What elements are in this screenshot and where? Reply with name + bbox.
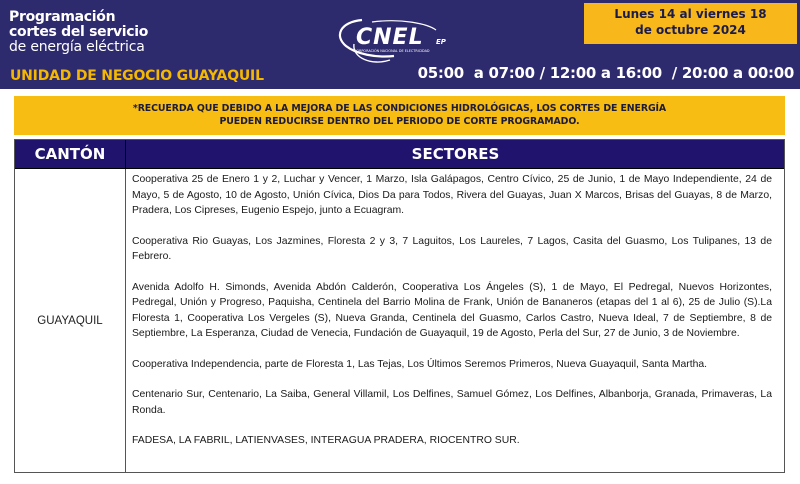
column-header-canton: CANTÓN — [15, 140, 126, 168]
page-title — [9, 10, 148, 55]
notice-line-2: PUEDEN REDUCIRSE DENTRO DEL PERIODO DE CORTE PROGRAMADO. — [219, 116, 580, 127]
sector-group-4: Cooperativa Independencia, parte de Floresta 1, Las Tejas, Los Últimos Seremos Primeros, Nueva Guayaquil, Santa Martha. — [132, 358, 708, 370]
date-line-2: de octubre 2024 — [635, 23, 746, 37]
table-header — [15, 140, 784, 168]
table-row — [15, 168, 784, 472]
title-line-1: Programación — [9, 9, 116, 25]
sector-group-3: Avenida Adolfo H. Simonds, Avenida Abdón Calderón, Cooperativa Los Ángeles (S), 1 de Mayo, El Pedregal, Nuevos Horizontes, Pedregal, Unión y Progreso, Paquisha, Centinela del Barrio Molina de Frank, Unión de Bananeros (etapas del 1 al 6), 25 de Julio (S).La Floresta 1, Cooperativa Los Vergeles (S), Nueva Granda, Centinela del Guasmo, Carlos Castro, Nueva Ideal, 7 de Septiembre, 8 de Septiembre, La Esperanza, Ciudad de Venecia, Fundación de Guayaquil, 19 de Agosto, Perla del Sur, 27 de Junio, 3 de Noviembre. — [132, 281, 772, 339]
sectores-cell — [127, 169, 784, 473]
title-line-2: cortes del servicio — [9, 24, 149, 40]
title-line-3: de energía eléctrica — [9, 39, 145, 55]
cnel-logo-icon — [332, 14, 482, 68]
header-divider — [0, 89, 800, 92]
svg-text:CORPORACIÓN NACIONAL DE ELECTR: CORPORACIÓN NACIONAL DE ELECTRICIDAD — [354, 49, 430, 53]
canton-cell: GUAYAQUIL — [15, 169, 126, 473]
time-slots: 05:00 a 07:00 / 12:00 a 16:00 / 20:00 a 00:00 — [417, 64, 794, 82]
date-line-1: Lunes 14 al viernes 18 — [614, 7, 767, 21]
sector-group-6: FADESA, LA FABRIL, LATIENVASES, INTERAGUA PRADERA, RIOCENTRO SUR. — [132, 435, 520, 446]
business-unit-label: UNIDAD DE NEGOCIO GUAYAQUIL — [10, 68, 264, 84]
sector-group-2: Cooperativa Rio Guayas, Los Jazmines, Floresta 2 y 3, 7 Laguitos, Los Laureles, 7 Lagos, Casita del Guasmo, Los Tulipanes, 13 de Febrero. — [132, 235, 772, 262]
sector-group-1: Cooperativa 25 de Enero 1 y 2, Luchar y Vencer, 1 Marzo, Isla Galápagos, Centro Cívico, 25 de Junio, 1 de Mayo Independiente, 24 de Mayo, 5 de Agosto, 10 de Agosto, Unión Cívica, Dios Da para Todos, Rivera del Guayas, Juan X Marcos, Brisas del Guayas, 8 de Marzo, Pradera, Los Cipreses, Eugenio Espejo, junto a Ecuagram. — [132, 174, 772, 216]
column-header-sectores: SECTORES — [411, 145, 500, 163]
notice-line-1: *RECUERDA QUE DEBIDO A LA MEJORA DE LAS CONDICIONES HIDROLÓGICAS, LOS CORTES DE ENERGÍA — [132, 103, 667, 114]
outage-schedule-table — [14, 139, 785, 473]
date-range-badge — [584, 3, 797, 44]
header-banner — [0, 0, 800, 90]
sector-group-5: Centenario Sur, Centenario, La Saiba, General Villamil, Los Delfines, Samuel Gómez, Los Delfines, Albanborja, Granada, Primaveras, La Ronda. — [132, 389, 772, 416]
svg-text:EP: EP — [436, 38, 446, 46]
svg-text:CNEL: CNEL — [356, 25, 424, 50]
hydrological-notice — [14, 96, 785, 135]
